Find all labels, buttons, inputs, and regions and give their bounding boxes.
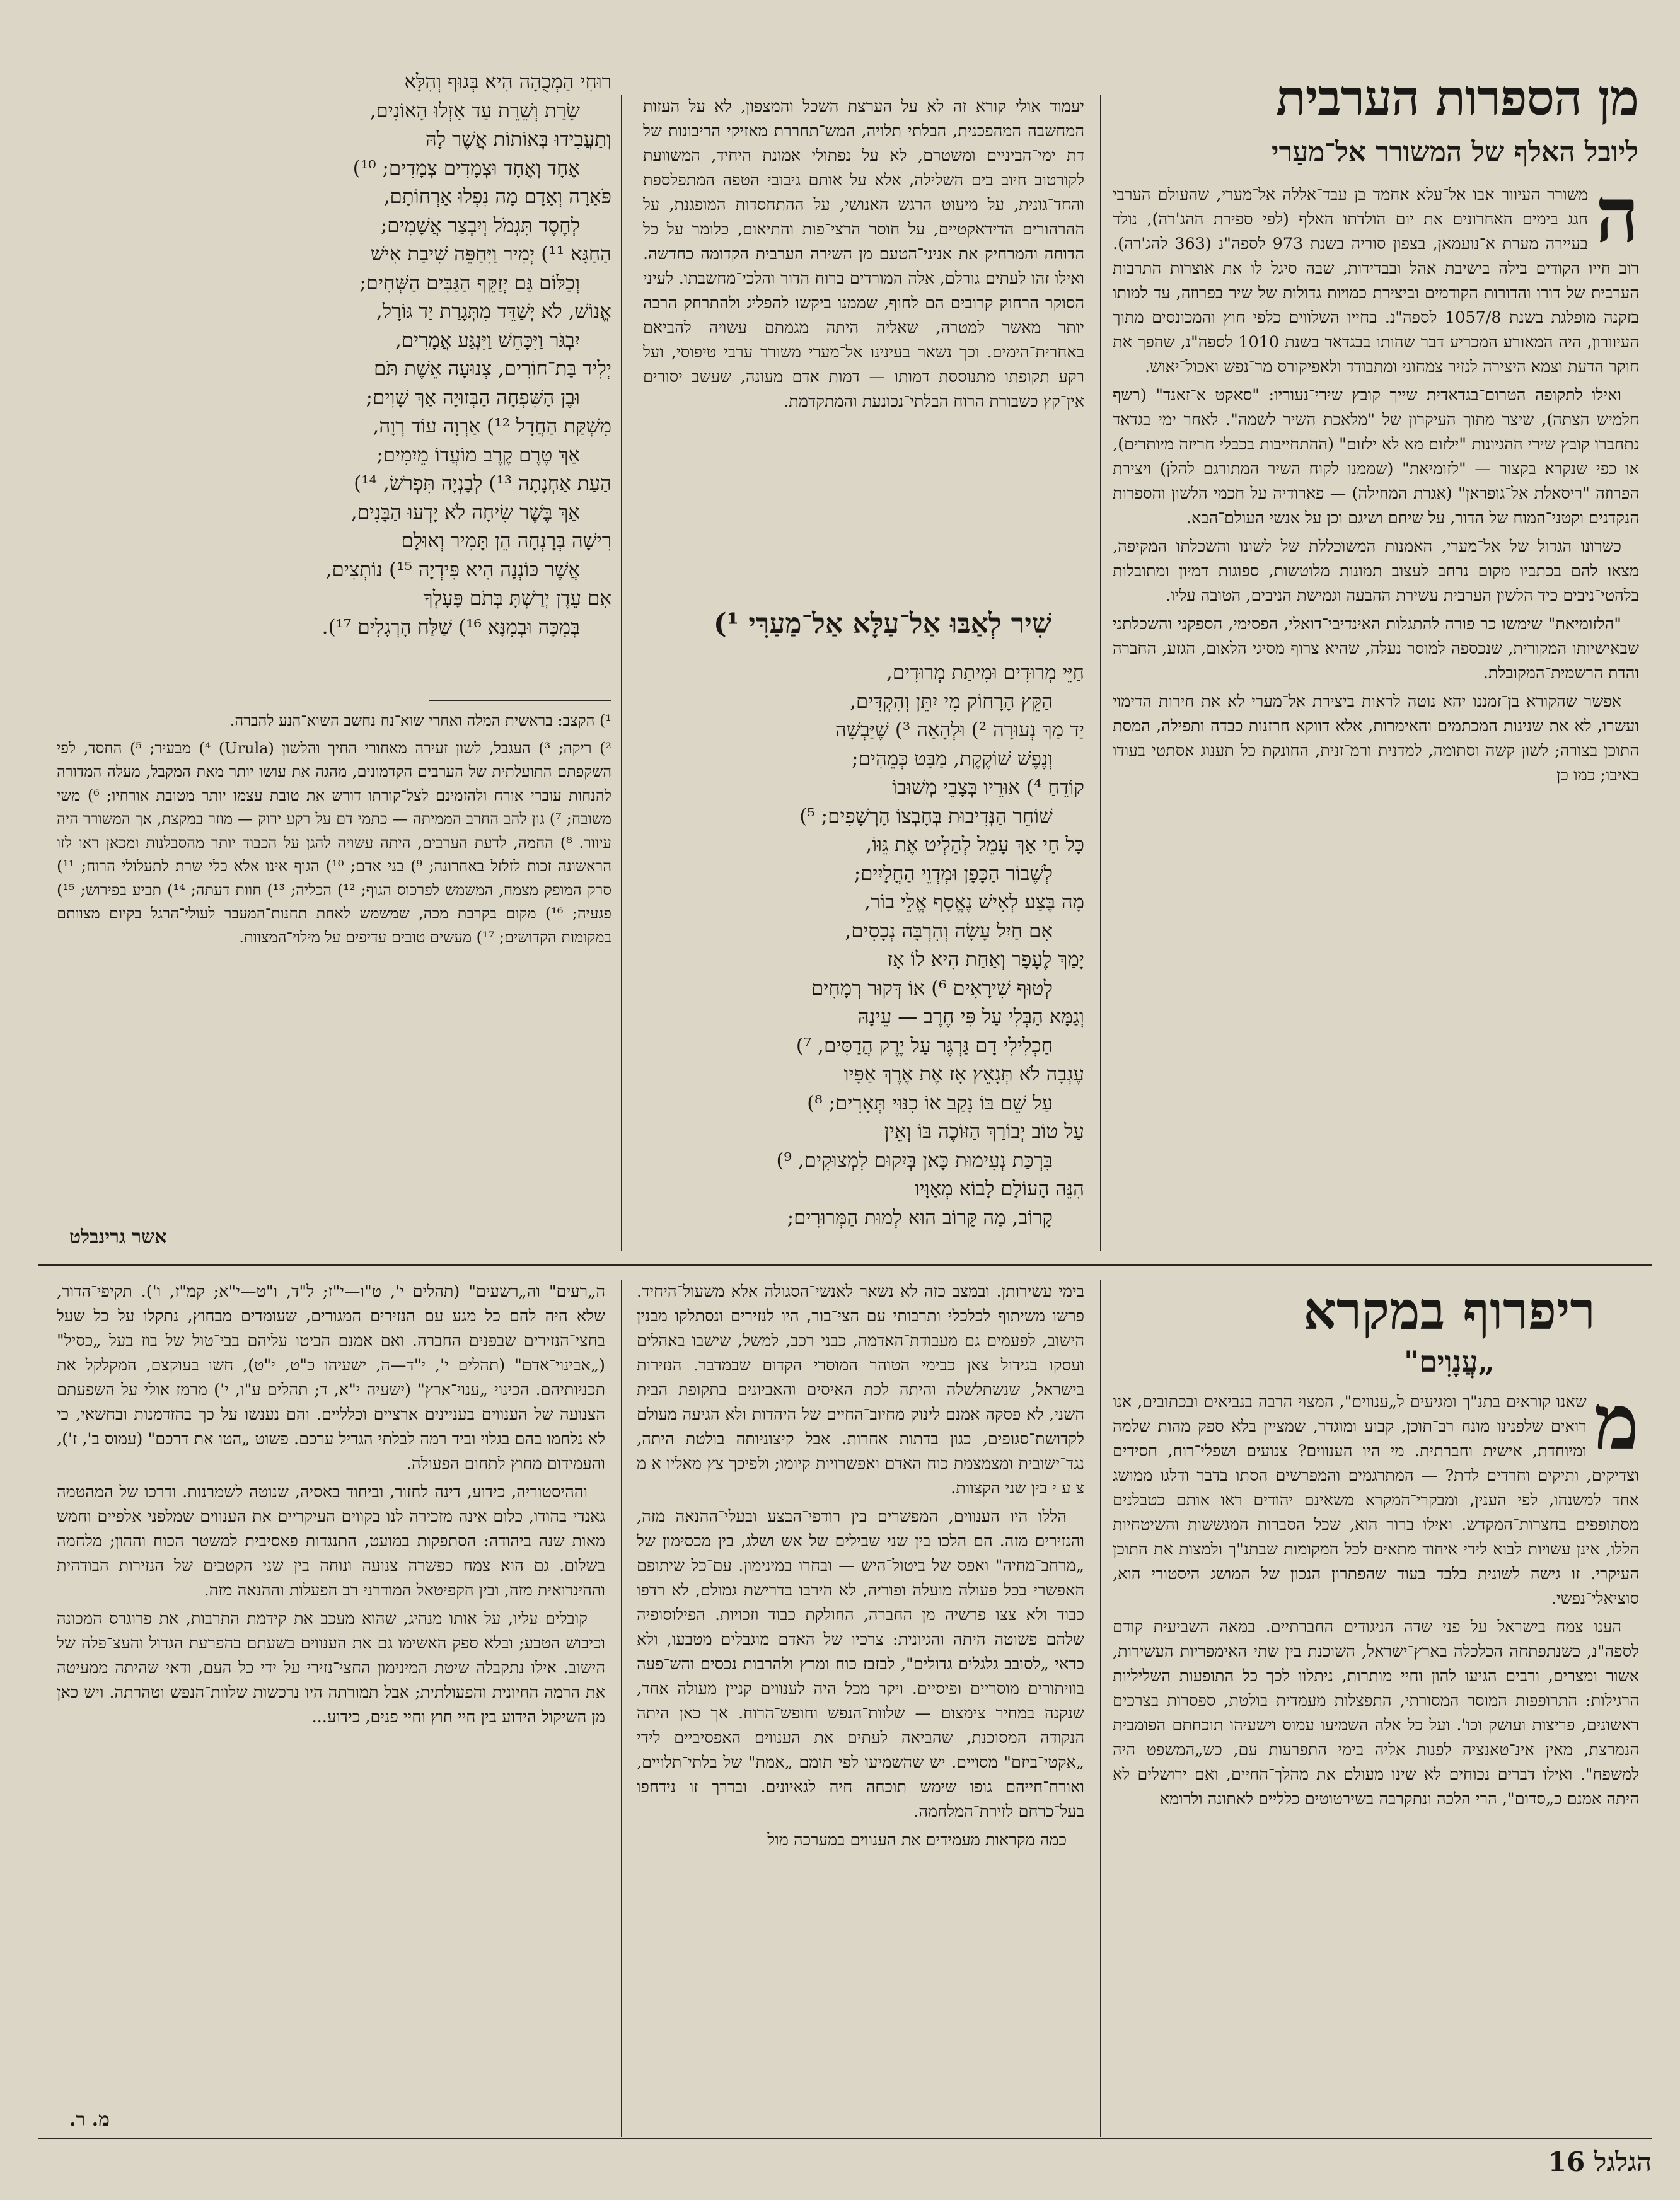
article1-title: מן הספרות הערבית (1276, 69, 1638, 127)
poem-continuation-line: הַעַת אַחְנָתָה ¹³) לְבָנְיָה תִּפְרֹשׂ, ¹⁴) (354, 472, 611, 495)
article2-signature: מ. ר. (69, 2109, 110, 2131)
article2-subtitle: „עֲנָוִים" (1404, 1345, 1495, 1379)
poem-continuation-line: אַךְ טֶרֶם קֶרֶב מוֹעֲדוֹ מֵיִמִים; (376, 443, 580, 466)
column-divider (1100, 1280, 1101, 2137)
article1-signature: אשר גרינבלט (69, 1226, 167, 1248)
poem-continuation-line: פֹּאַרָה וְאָדָם מָה נִפְלוּ אָרְחוֹתָם, (383, 185, 611, 208)
poem-line: שׁוֹחֵר הַנְּדִיבוּת בְּחָבְצוֹ הָרְשָׁפִים; ⁵) (799, 804, 1053, 828)
poem-continuation-line: מִשְׁקַּת הַחֲדָל ¹²) אַרְוָה עוֹד רְוָה, (373, 415, 611, 437)
poem-continuation-line: בְּמִכָּה וּבְמִנָּא ¹⁶) שַׁלַּח הָרְגָלִים ¹⁷). (322, 615, 580, 639)
article1-paragraph: יעמוד אולי קורא זה לא על הערצת השכל והמצפון, לא על העזות המחשבה המהפכנית, הבלתי תלויה, המש־תחררת מאזיקי הריבונות של דת ימי־הביניים ומשטרם, לא על נפתולי אמונת היחיד, המשוועת לקורטוב חיוב בים השלילה, אלא על אותם גיבובי הטפה המתפלספת והחד־גונית, על מיעוט הרגש האנושי, על ההתחסדות המופגנת, על ההרהורים הדידאקטיים, על חוסר הרצי־פות והתיאום, כלומר על כל הדוחה והמרחיק את אניני־הטעם מן השירה הערבית הקדומה כחדשה. ואילו זהו לעתים גורלם, אלה המורדים ברוח הדור והלכי־מחשבתו. לעיני הסוקר הרחוק קרובים הם לחוף, שממנו ביקשו להפליג ולהתרחק הרבה יותר מאשר למטרה, שאליה היתה מגמתם עשויה להביאם באחרית־הימים. וכך נשאר בעינינו אל־מערי משורר ערבי טיפוסי, ועל רקע תקופתו מתנוססת דמותו — דמות אדם מעונה, שעשב יסורים אין־קץ כשבורת הרוח הבלתי־נכונעת והמתקדמת. (643, 97, 1084, 411)
footnote: ¹) הקצב: בראשית המלה ואחרי שוא־נח נחשב השוא־הנע להברה. (229, 712, 611, 729)
poem-line: בִּרְכַּת נְעִימוּת כָּאן בְּיִקוּם לִמְצוּקִים, ⁹) (776, 1149, 1053, 1172)
poem-continuation-line: וּבֶן הַשִּׁפְחָה הַבְּזוּיָה אַךְ שָׁוִים; (366, 386, 580, 409)
poem-line: יָמַךְ לֶעָפָר וְאַחַת הִיא לוֹ אָז (887, 948, 1084, 971)
column-divider (1100, 95, 1101, 1251)
poem-title: שִׁיר לְאַבּוּ אַל־עַלָּא אַל־מַעַרִּי ¹) (713, 608, 1052, 640)
poem-line: עֶגְבָה לֹא תְּגָאֵץ אָז אֶת אֶרֶךְ אַפָּיו (843, 1063, 1084, 1086)
poem-line: קוֹדֵחַ ⁴) אוּרֵיו בְּצָבֵי מְשׁוּבוֹ (892, 776, 1084, 799)
poem-footnotes (57, 709, 611, 1232)
poem-continuation-line: אַךְ בֶּשֶׁר שִׂיחָה לֹא יָדְעוּ הַבָּנִים, (350, 501, 580, 524)
poem-continuation-line: אֶחָד וְאֶחָד וּצְמָדִים צְמָדִים; ¹⁰) (352, 156, 580, 180)
poem-line: חַיֵּי מְרוּדִים וּמִיתַת מְרוּדִים, (886, 661, 1084, 684)
article2-paragraph: וההיסטוריה, כידוע, דינה לחזור, וביחוד באסיה, שנוטה לשמרנות. ודרכו של המהטמה גאנדי בהודו, כלום אינה מזכירה לנו בקווים העיקריים את הענווים שמלפני אלפיים וחמש מאות שנה ביהודה: הסתפקות במועט, התנגדות פאסיבית למשטר הכוח וההון; מלחמה בשלום. גם הוא צמח כפשרה צנועה ונוחה בין שני הקטבים של הנזירות הבודהית וההינדואית מזה, ובין הקפיטאל המודרני רב הפעלות וההנאה מזה. (57, 1483, 605, 1600)
poem-continuation-line: אִם עֵדֶן יְרַשְׁתָּ בְּתֹם פָּעָלְךָ (423, 587, 611, 610)
article2-paragraph: הללו היו הענווים, המפשרים בין רודפי־הבצע ובעלי־ההנאה מזה, והנזירים מזה. הם הלכו בין שני שבילים של אש ושלג, בין מכסימון של „מרחב־מחיה" ואפס של ביטול־היש — ובחרו במינימון. עם־כל שיתופם האפשרי בכל פעולה מועלה ופוריה, לא הירבו בדרישת גמולם, לא רדפו כבוד ולא צצו פרשיה מן החברה, החולקת כבוד וזכויות. הפילוסופיה שלהם פשוטה היתה והגיונית: צרכיו של האדם מוגבלים מטבעו, ולא כדאי „לסובב גלגלים גדולים", לבזבז כוח ומרץ ולהרבות נכסים והש־פעה בוויתורים מוסריים ופיסיים. ויקר מכל היה לענווים קניין מעולה אחד, שנקנה במחיר צימצום — שלוות־הנפש וחופש־הרוח. אך כאן היתה הנקודה המסוכנת, שהביאה לעתים את הענווים האפסיביים לידי „אקטי־ביזם" מסויים. יש שהשמיעו לפי תומם „אמת" של בלתי־תלויים, ואורח־חייהם גופו שימש תוכחה חיה לגאיונים. ובדרך זו נידחפו בעל־כרחם לזירת־המלחמה. (637, 1507, 1084, 1821)
article1-column-1 (1113, 183, 1639, 1248)
article1-paragraph: אפשר שהקורא בן־זמננו יהא נוטה לראות ביצירת אל־מערי לא את חירות הדימוי ועשרו, לא את שנינות המכתמים והאימרות, אלא דווקא חרזנות כבדה ותפילה, המסת התוכן בצורה; לשון קשה וסתומה, למדנית ורמ־זנית, החונקת כל תענוג אסתטי בעודו באיבו; כמו כן (1113, 692, 1639, 785)
poem-line: וְנֶפֶשׁ שׁוֹקֶקֶת, מַבָּט כְּמֵהִים; (852, 747, 1053, 770)
article1-paragraph: "הלזומיאת" שימשו כר פורה להתגלות האינדיבי־דואלי, הפסימי, הספקני והשכלתני שבאישיותו המקורית, שנכספה למוסר נעלה, שהיא צרוף מסיגי הלאום, הגזע, החברה והדת הרשמית־המקובלת. (1113, 615, 1639, 683)
article2-paragraph: שאנו קוראים בתנ"ך ומגיעים ל„ענווים", המצוי הרבה בנביאים ובכתובים, אנו רואים שלפנינו מונח רב־תוכן, קבוע ומוגדר, שמציין בלא ספק מהות שלמה ומיוחדת, אישית וחברתית. מי היו הענווים? צנועים ושפלי־רוח, חסידים וצדיקים, ותיקים וחרדים לדת? — המתרגמים והמפרשים הסתו בדבר ודלגו ממושג אחד למשנהו, לפי הענין, ומבקרי־המקרא משאינם יהודים ראו אותם כטבלנים מסתופפים בחצרות־המקדש. ואילו ברור הוא, שכל הסברות המגששות והשיטחיות הללו, אינן עשויות לבוא לידי איחוד מתאים לכל המקומות שבתנ"ך ולמצות את התוכן העיקרי. זו גישה לשונית בלבד בעוד שהפתרון הנכון של המושג היסטורי הוא, סוציאלי־נפשי. (1113, 1392, 1639, 1608)
poem-line: לְשֶׁבוֹר הַכָּפָן וּמְדְוֵי הַחֳלָיִים; (854, 862, 1053, 885)
poem-line: מָה בֶּצַע לְאִישׁ נֶאֱסָף אֱלֵי בוֹר, (864, 891, 1084, 913)
footnote-rule (429, 700, 611, 701)
article2-paragraph: הענו צמח בישראל על פני שדה הניגודים החברתיים. במאה השביעית קודם לספה"נ, כשנתפתחה הכלכלה בארץ־ישראל, השוכנת בין שתי האימפריות העשירות, אשור ומצרים, ורבים הגיעו להון וחיי מותרות, ניתלוו לכך כל התופעות השליליות הרגילות: התרופפות המוסר המסורתי, התפצלות מעמדית בולטת, ספסרות בצרכים ראשונים, פריצות ועושק וכו'. ועל כל אלה השמיעו עמוס וישעיהו תוכחתם הפומבית הנמרצת, מאין אינ־טאנציה לפנות אליה בימי התפרעות עם, כש„המשפט היה למשפח". ואילו דברים נכוחים לא שינו מעולם את מהלך־החיים, ואם ירושלים לא היתה אמנם כ„סדום", הרי הלכה ונתקרבה בשירטוטים כלליים לאתונה ולרומא (1113, 1618, 1639, 1809)
poem-continuation-line: יִבְגֹּר וַיִּכָּחֵשׁ וַיִּנְגַּע אֲמָרִים, (395, 328, 580, 352)
article2-dropcap: מ (1594, 1390, 1639, 1467)
poem-line: כָּל חַי אַךְ עָמֵל לְהַלְיט אֶת גֵּוּוֹ, (866, 833, 1084, 856)
poem-continuation-line: רוּחִי הַמְכֻהָה הִיא בְּגוּף וְהִלָּא (404, 71, 611, 93)
poem-continuation-line: יְלִיד בַּת־חוֹרִים, צְנוּעָה אֵשֶׁת תֹּם (374, 357, 611, 380)
poem-continuation-line: וְתַעֲבִידוּ בְּאוֹתוֹת אֲשֶׁר לָהּ (425, 128, 611, 151)
footnote: ²) ריקה; ³) העגבל, לשון זעירה מאחורי החיך והלשון (Urula) ⁴) מבעיר; ⁵) החסד, לפי השקפתם התועלתית של הערבים הקדמונים, מהגה את עושו יותר מאת המקבל, מעלה המדורה להנחות עוברי אורח ולהזמינם לצל־קורתו דורש את טובת עצמו יותר מטובת אורחיו; ⁶) משי משובח; ⁷) גון להב החרב הממיתה — כתמי דם על רקע ירוק — מוזר במקצת, אך המשורר היה עיוור. ⁸) החמה, לדעת הערבים, היתה עשויה להגן על הכבוד יותר מהסבלנות ומכאן ראו לזו הראשונה זכות לזלזל באחרונה; ⁹) בני אדם; ¹⁰) הגוף אינו אלא כלי שרת לתעלולי הרוח; ¹¹) סרק המופק מצמח, המשמש לפרכוס הגוף; ¹²) הכליה; ¹³) חוות דעתה; ¹⁴) תביע בפירוש; ¹⁵) פגעיה; ¹⁶) מקום בקרבת מכה, שמשמש לאחת תחנות־המעבר לעולי־הרגל בקיום מצוותם במקומות הקדושים; ¹⁷) מעשים טובים עדיפים על מילוי־המצוות. (57, 739, 611, 946)
article1-subtitle: ליובל האלף של המשורר אל־מעַרי (1272, 136, 1638, 168)
poem-line: עַל שֵׁם בּוֹ נָקַב אוֹ כִנּוּי תְּאָרִים; ⁸) (807, 1091, 1053, 1114)
article1-dropcap: ה (1595, 183, 1639, 260)
article2-paragraph: קובלים עליו, על אותו מנהיג, שהוא מעכב את קידמת התרבות, את פרוגרס המכונה וכיבוש הטבע; ובלא ספק האשימו גם את הענווים בשעתם בהפרעת הגדול והעצ־פלה של הישוב. אילו נתקבלה שיטת המינימון החצי־נזירי על ידי כל העם, ודאי שהיתה ממעיטה את הרמה החיונית והפעולתית; אבל תמורתה היו נרכשות שלוות־הנפש וטהרתה. ויש כאן מן השיקול הידוע בין חיי חוץ וחיי פנים, כידוע... (57, 1609, 605, 1727)
article1-paragraph: ואילו לתקופה הטרום־בגדאדית שייך קובץ שירי־נעוריו: "סאקט א־זאנד" (רשף חלמיש הצתה), שיצר מתוך העיקרון של "מלאכת השיר לשמה". לאחר ימי בגדאד נתחברו קובץ שירי ההגיונות "ילזום מא לא ילזום" (ההתחייבות בכבלי חריזה מיותרים), או כפי שנקרא בקצור — "לזומיאת" (שממנו לקוח השיר המתורגם להלן) ויצירת הפרוזה "ריסאלת אל־גופראן" (אגרת המחילה) — פארודיה על חכמי הלשון והספרות הנקדנים וקטני־המוח של הדור, על שיחם ושיגם וכן על אנשי העולם־הבא. (1113, 386, 1639, 528)
article2-column-3 (57, 1280, 605, 2112)
poem-continuation-line: הַחַגָּא ¹¹) יְמִיר וַיִּחַפֵּה שִׁיבַת אִישׁ (370, 243, 611, 265)
poem-line: הַקֵּץ הָרָחוֹק מִי יִתֵּן וְהִקְדִּים, (850, 690, 1053, 713)
article2-column-1 (1113, 1390, 1639, 2134)
article1-paragraph: משורר העיוור אבו אל־עלא אחמד בן עבד־אללה אל־מערי, שהעולם הערבי חגג בימים האחרונים את יום הולדתו האלף (לפי ספירת ההג'רה), נולד בעיירה מערת א־נועמאן, בצפון סוריה בשנת 973 לספה"נ (363 להג'רה). רוב חייו הקודים בילה בישיבת אהל ובבדידות, שבה סיגל לו את אוצרות התרבות הערבית של דורו והדורות הקודמים וביצירת כמויות גדולות של שיר בפרוזה, עד למותו בזקנה מופלגת בשנת 1057/8 לספה"נ. בחייו השלווים כלפי חוץ והמכונסים מתוך העיוורון, היה המאורע המכריע דבר שהותו בבגדאד בשנת 1010 לספה"נ, שהפך את חוקר הדעת וצמא היצירה לנזיר צמחוני ומתבודד ולאפיקורס מר־נפש ואכול־יאוש. (1113, 185, 1639, 376)
article2-title: ריפרוף במקרא (1303, 1281, 1596, 1341)
section-divider (38, 1264, 1652, 1266)
poem-continuation-line: אֱנוֹשׁ, לֹא יְשַׁדֵּד מִתְּגָרַת יַד גּוֹרָל, (376, 300, 611, 323)
article2-paragraph: בימי עשירותן. ובמצב כזה לא נשאר לאנשי־הסגולה אלא משעול־היחיד. פרשו משיתוף לכלכלי ותרבותי עם הצי־בור, היו לנזירים ונסתלקו מבנין הישוב, לפעמים גם מעבודת־האדמה, כבני רכב, למשל, שישבו באהלים ועסקו בגידול צאן כבימי הטוהר המוסרי הקדום שבמדבר. הנזירות בישראל, שנשתלשלה והיתה לכת האיסים והאביונים בתקופת הבית השני, לא פסקה אמנם לינוק מחיוב־החיים של היהדות ולא הגיעה מעולם לקדושת־סגופים, כגון בדתות אחרות. אבל קיצוניותה בולטת היתה, נגד־ישובית ומצמצמת כוח האדם ואפשרויות קיומו; ולפיכך צץ מאליו א מ צ ע י בין שני הקצוות. (637, 1282, 1084, 1498)
poem-line: עַל טוֹב יְבוֹרַךְ הַזּוֹכֶה בּוֹ וְאֵין (884, 1120, 1084, 1143)
footer-rule (38, 2138, 1652, 2139)
column-divider (621, 1280, 622, 2137)
poem-line: חַכְלִילִי דָם גַּרְגֶּר עַל יֶרֶק הֲדַסִּים, ⁷) (796, 1034, 1053, 1057)
poem-line: הִנֵּה הָעוֹלָם לָבוֹא מְאַוָּיו (914, 1178, 1084, 1200)
poem-continuation-line: וְכַלּוֹם גַּם יְזַקֵּף הַגַּבִּים הַשְּׁחִים; (359, 271, 580, 294)
poem-continuation-line: אֲשֶׁר כּוֹנְנָה הִיא פִּידְיָה ¹⁵) נוֹתְצִים, (325, 558, 580, 581)
poem-line: קָרוֹב, מַה קָּרוֹב הוּא לְמוּת הַמְּרוּרִים; (787, 1206, 1053, 1229)
poem-column (630, 659, 1084, 1251)
poem-continuation-line: לְחֶסֶד תִּגְמֹל וְיִבְצַר אֲשָׁמִים; (380, 214, 580, 237)
article1-paragraph: כשרונו הגדול של אל־מערי, האמנות המשוכללת של לשונו והשכלתו המקיפה, מצאו להם בכתביו מקום נרחב לעצוב תמונות מלוטשות, ספוגות דמיון ומתובלות בלהטי־ניבים כיד הלשון הערבית עשירת ההבעה וגמישת הניבים, הטובה עליו. (1113, 537, 1639, 605)
poem-line: אִם חַיִל עָשָׂה וְהִרְבָּה נְכָסִים, (845, 919, 1053, 942)
poem-line: וְגַמָּא הַבְּלִי עַל פִּי חֶרֶב — עֵינָהּ (857, 1005, 1084, 1028)
poem-line: לְטוּף שִׁירָאִים ⁶) אוֹ דְּקוּר רְמָחִים (811, 976, 1053, 1000)
column-divider (621, 95, 622, 1251)
article2-column-2 (637, 1280, 1084, 2137)
article2-paragraph: כמה מקראות מעמידים את הענווים במערכה מול (767, 1831, 1067, 1850)
page-footer: הגלגל 16 (1548, 2146, 1652, 2177)
poem-continuation (57, 68, 611, 673)
poem-continuation-line: רִישָׁה בְּרָנְחָה הֵן תָּמִיר וְאוּלָם (401, 530, 611, 552)
poem-continuation-line: שָׂרַת וְשֵׁרֵת עַד אָזְלוּ הָאוֹנִים, (369, 99, 580, 122)
article2-paragraph: ה„רעים" וה„רשעים" (תהלים י', ט"ו—י"ז; ל"ד, ו"ט—י"א; קמ"ז, ו'). תקיפי־הדור, שלא היה להם כל מגע עם הנזירים המגורים, שעומדים מבחוץ, נתקלו על כל שעל בחצי־הנזירים שבפנים החברה. ואם אמנם הביטו עליהם בבי־טול של בוז בעל „כסיל" („אבינוי־אדם" (תהלים י', י"ד—ה, ישעיהו כ"ט, י"ט), חשו בעוקצם, המקלקל את תכניותיהם. הכינוי „ענוי־ארץ" (ישעיה י"א, ד; תהלים ע"ו, י') מרמז אולי על השפעתם הצנועה של הענווים בעניינים ארציים וכלליים. והם נענשו על כך בהזדמנות ובחשאי, כי לא נלחמו בהם בגלוי וביד רמה לבלתי הגדיל ערכם. פשוט „הטו את דרכם" (עמוס ב', ז'), והעמידום מחוץ לתחום הפעולה. (57, 1282, 605, 1473)
poem-line: יַד מַךְ נְעוּרָה ²) וּלְהָאָה ³) שֶׁיַּבְשָׁה (835, 719, 1084, 741)
article1-column-2 (643, 95, 1084, 593)
